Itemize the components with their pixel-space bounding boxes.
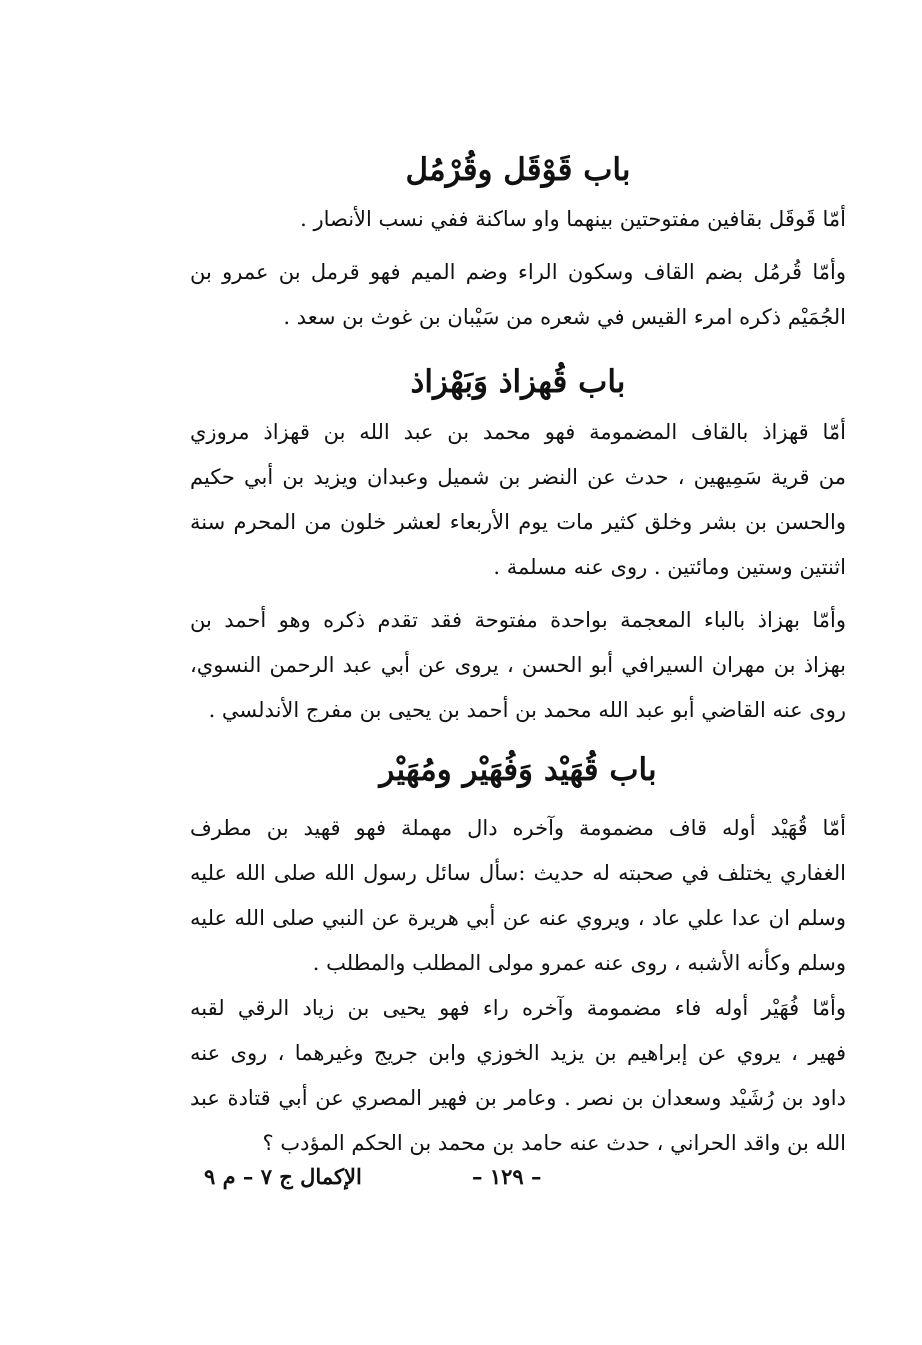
- text-line: فهير ، يروي عن إبراهيم بن يزيد الخوزي وابن جريج وغيرهما ، روى عنه: [190, 1041, 846, 1065]
- text-line: اثنتين وستين ومائتين . روى عنه مسلمة .: [493, 555, 846, 579]
- text-line: من قرية سَمِيهين ، حدث عن النضر بن شميل وعبدان ويزيد بن أبي حكيم: [190, 465, 846, 489]
- text-line: وسلم وكأنه الأشبه ، روى عنه عمرو مولى المطلب والمطلب .: [312, 951, 846, 975]
- text-line: وأمّا فُهَيْر أوله فاء مضمومة وآخره راء فهو يحيى بن زياد الرقي لقبه: [190, 996, 846, 1020]
- paragraph: [190, 598, 846, 733]
- section-3-body: [190, 806, 846, 986]
- paragraph: [190, 197, 846, 242]
- page-number: – ١٢٩ –: [472, 1164, 542, 1189]
- text-line: وسلم ان عدا علي عاد ، ويروي عنه عن أبي هريرة عن النبي صلى الله عليه: [190, 906, 846, 930]
- text-line: الجُمَيْم ذكره امرء القيس في شعره من سَيْبان بن غوث بن سعد .: [283, 305, 846, 329]
- section-heading-3: باب قُهَيْد وَفُهَيْر ومُهَيْر: [379, 752, 657, 788]
- section-heading-2: باب قُهزاذ وَبَهْزاذ: [410, 364, 626, 400]
- text-line: أمّا قهزاذ بالقاف المضمومة فهو محمد بن عبد الله بن قهزاذ مروزي: [190, 420, 846, 444]
- paragraph: [190, 986, 846, 1166]
- section-heading-1: باب قَوْقَل وقُرْمُل: [405, 152, 631, 188]
- section-2-body-2: [190, 598, 846, 733]
- running-title: الإكمال ج ٧ – م ٩: [204, 1164, 362, 1189]
- text-line: الله بن واقد الحراني ، حدث عنه حامد بن محمد بن الحكم المؤدب ؟: [262, 1131, 846, 1155]
- text-line: أمّا قُهَيْد أوله قاف مضمومة وآخره دال مهملة فهو قهيد بن مطرف: [190, 816, 846, 840]
- text-line: وأمّا بهزاذ بالباء المعجمة بواحدة مفتوحة فقد تقدم ذكره وهو أحمد بن: [190, 608, 846, 632]
- section-1-body-2: [190, 250, 846, 340]
- section-1-body: [190, 197, 846, 242]
- section-3-body-2: [190, 986, 846, 1166]
- paragraph: [190, 250, 846, 340]
- text-line: الغفاري يختلف في صحبته له حديث :سأل سائل رسول الله صلى الله عليه: [190, 861, 846, 885]
- page-footer: [190, 1164, 846, 1198]
- text-line: بهزاذ بن مهران السيرافي أبو الحسن ، يروى عن أبي عبد الرحمن النسوي،: [190, 653, 846, 677]
- section-2-body: [190, 410, 846, 590]
- text-line: أمّا قَوقَل بقافين مفتوحتين بينهما واو ساكنة ففي نسب الأنصار .: [300, 207, 846, 231]
- text-line: وأمّا قُرمُل بضم القاف وسكون الراء وضم الميم فهو قرمل بن عمرو بن: [190, 260, 846, 284]
- text-line: روى عنه القاضي أبو عبد الله محمد بن أحمد بن يحيى بن مفرج الأندلسي .: [208, 698, 846, 722]
- text-line: والحسن بن بشر وخلق كثير مات يوم الأربعاء لعشر خلون من المحرم سنة: [190, 510, 846, 534]
- paragraph: [190, 806, 846, 986]
- paragraph: [190, 410, 846, 590]
- text-line: داود بن رُشَيْد وسعدان بن نصر . وعامر بن فهير المصري عن أبي قتادة عبد: [190, 1086, 846, 1110]
